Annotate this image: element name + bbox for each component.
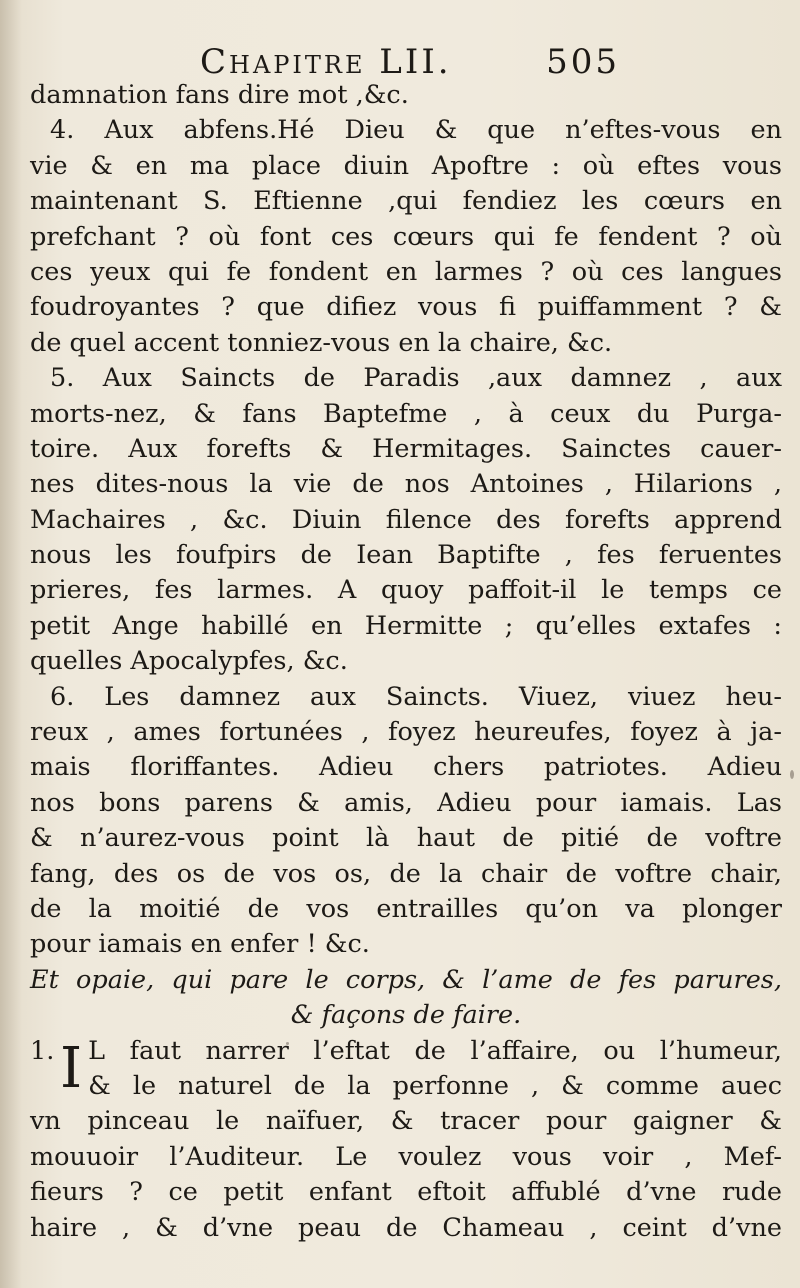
body-text [30, 78, 782, 1246]
text-line: de quel accent tonniez-vous en la chaire, &c. [30, 327, 613, 358]
text-line: fieurs ? ce petit enfant eftoit affublé d’vne rude [30, 1177, 782, 1208]
text-line: 4. Aux abfens.Hé Dieu & que n’eftes-vous en [50, 115, 782, 146]
text-line: mouuoir l’Auditeur. Le voulez vous voir , Mef- [30, 1141, 782, 1172]
text-line: ces yeux qui fe fondent en larmes ? où ces langues [30, 256, 782, 287]
text-line: fang, des os de vos os, de la chair de voftre chair, [30, 858, 782, 889]
page-number: 505 [546, 42, 620, 82]
text-line: mais floriffantes. Adieu chers patriotes. Adieu [30, 752, 782, 783]
text-line: de la moitié de vos entrailles qu’on va plonger [30, 893, 782, 924]
text-line: & le naturel de la perfonne , & comme auec [88, 1070, 782, 1101]
text-line: vn pinceau le naïfuer, & tracer pour gaigner & [30, 1106, 782, 1137]
text-line: petit Ange habillé en Hermitte ; qu’elles extafes : [30, 610, 782, 641]
text-line: nes dites-nous la vie de nos Antoines , Hilarions , [30, 469, 782, 500]
text-line: prefchant ? où font ces cœurs qui fe fendent ? où [30, 221, 782, 252]
paragraph-number: 1. [30, 1035, 55, 1066]
text-line: foudroyantes ? que difiez vous fi puiffamment ? & [30, 292, 782, 323]
text-line: vie & en ma place diuin Apoftre : où eftes vous [30, 150, 782, 181]
text-line: 5. Aux Saincts de Paradis ,aux damnez , aux [50, 363, 782, 394]
drop-cap: I [60, 1035, 83, 1101]
section-title: Et opaie, qui pare le corps, & l’ame de fes parures, [30, 964, 782, 995]
text-line: Machaires , &c. Diuin filence des forefts apprend [30, 504, 782, 535]
gutter-shadow [0, 0, 22, 1288]
ink-speck [286, 1042, 289, 1045]
section-paragraph [30, 1034, 782, 1246]
ink-speck [790, 770, 794, 779]
text-line: morts-nez, & fans Baptefme , à ceux du Purga- [30, 398, 782, 429]
text-line: damnation fans dire mot ,&c. [30, 80, 409, 110]
section-title-continued: & façons de faire. [290, 1000, 522, 1031]
chapter-heading: Chapitre LII. [200, 42, 452, 82]
text-line: haire , & d’vne peau de Chameau , ceint d’vne [30, 1212, 782, 1243]
text-line: maintenant S. Eftienne ,qui fendiez les cœurs en [30, 186, 782, 217]
text-line: 6. Les damnez aux Saincts. Viuez, viuez heu- [50, 681, 782, 712]
text-line: toire. Aux forefts & Hermitages. Sainctes cauer- [30, 433, 782, 464]
text-line: nous les foufpirs de Iean Baptifte , fes feruentes [30, 540, 782, 571]
text-line: & n’aurez-vous point là haut de pitié de voftre [30, 823, 782, 854]
text-line: pour iamais en enfer ! &c. [30, 929, 370, 960]
text-line: L faut narrer l’eftat de l’affaire, ou l’humeur, [88, 1035, 782, 1066]
text-line: reux , ames fortunées , foyez heureufes, foyez à ja- [30, 717, 782, 748]
text-line: nos bons parens & amis, Adieu pour iamais. Las [30, 787, 782, 818]
text-line: quelles Apocalypfes, &c. [30, 646, 348, 677]
text-line: prieres, fes larmes. A quoy paffoit-il le temps ce [30, 575, 782, 606]
